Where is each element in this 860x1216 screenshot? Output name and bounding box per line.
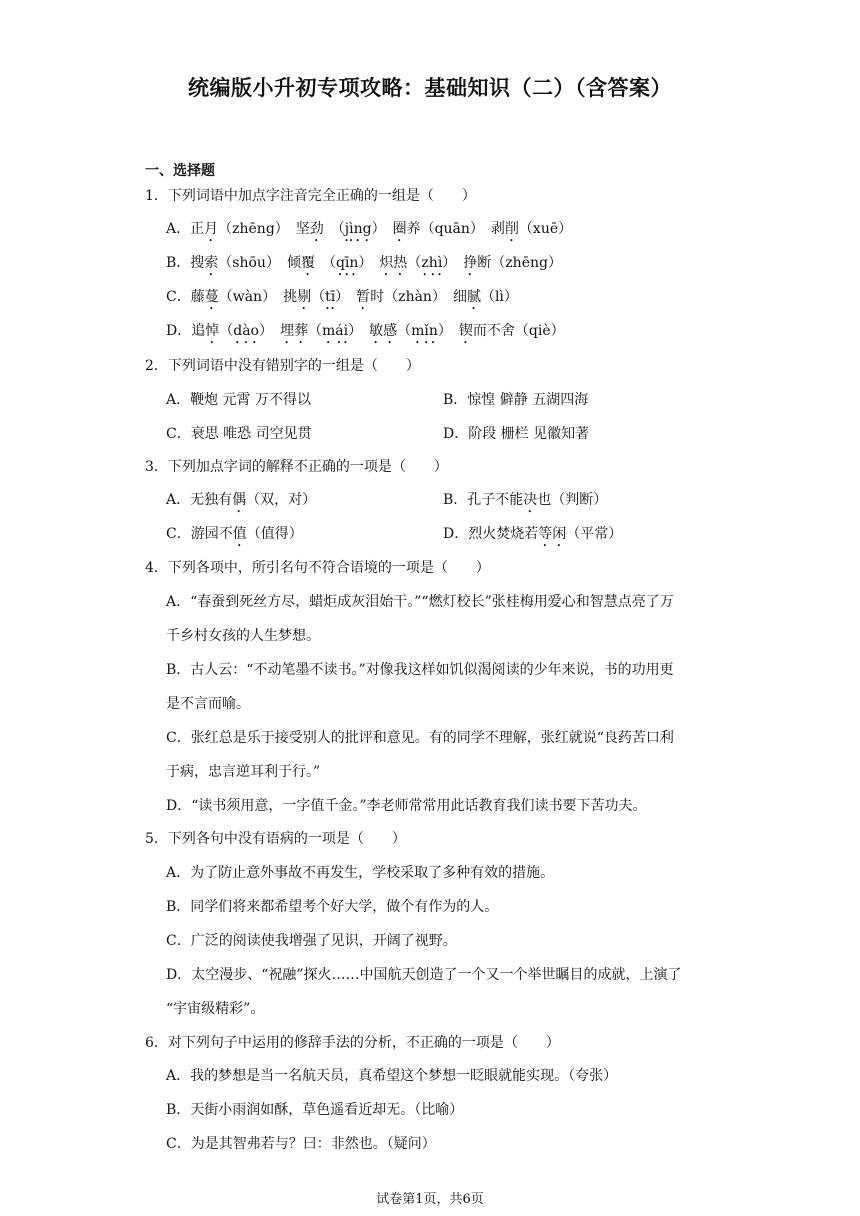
option-text: 而不舍（qiè） bbox=[472, 323, 565, 339]
question-2-option-a: A．鞭炮 元霄 万不得以 bbox=[166, 392, 312, 408]
option-text: 时（zhàn） 细 bbox=[370, 289, 467, 305]
option-text: （wàn） 挑 bbox=[218, 289, 298, 305]
section-heading: 一、选择题 bbox=[145, 163, 215, 179]
option-text: （值得） bbox=[246, 526, 303, 542]
option-text: 追 bbox=[191, 323, 206, 339]
dotted-character: 热（zhì） 挣 bbox=[393, 255, 478, 271]
question-3-option-d bbox=[443, 524, 622, 550]
question-2-option-c: C．衰思 唯恐 司空见贯 bbox=[166, 426, 312, 442]
dotted-character: 剔 bbox=[297, 289, 312, 305]
dotted-character: 葬（mái） 敏 bbox=[293, 323, 384, 339]
option-text: （shōu） 倾 bbox=[218, 255, 301, 271]
question-6-line: B．天街小雨润如酥，草色遥看近却无。（比喻） bbox=[166, 1102, 464, 1118]
option-text: 养（quān） 剥 bbox=[406, 221, 505, 237]
option-text: 游园不 bbox=[190, 526, 233, 542]
dotted-character: 劲 bbox=[309, 221, 324, 237]
dotted-character: 覆 bbox=[300, 255, 315, 271]
document-title: 统编版小升初专项攻略：基础知识（二）（含答案） bbox=[188, 75, 672, 100]
question-3-option-a bbox=[166, 490, 316, 516]
option-letter: A． bbox=[166, 221, 191, 237]
question-6-line: A．我的梦想是当一名航天员，真希望这个梦想一眨眼就能实现。（夸张） bbox=[166, 1068, 618, 1084]
question-1-stem: 1．下列词语中加点字注音完全正确的一组是（ ） bbox=[145, 188, 476, 204]
option-text: （平常） bbox=[566, 526, 623, 542]
question-1-option-b bbox=[166, 253, 562, 279]
page-footer: 试卷第1页，共6页 bbox=[376, 1192, 484, 1207]
question-1-option-d bbox=[166, 321, 565, 347]
dotted-character: 悼 bbox=[205, 323, 220, 339]
question-1-option-a bbox=[166, 219, 572, 245]
question-5-line: “宇宙级精彩”。 bbox=[166, 1001, 265, 1017]
question-3-option-c bbox=[166, 524, 303, 550]
option-text: 断（zhēng） bbox=[477, 255, 562, 271]
question-5-stem: 5．下列各句中没有语病的一项是（ ） bbox=[145, 831, 406, 847]
question-4-line: A．“春蚕到死丝方尽，蜡炬成灰泪始干。”“燃灯校长”张桂梅用爱心和智慧点亮了万 bbox=[166, 594, 674, 610]
option-text: 烈火焚烧若 bbox=[468, 526, 539, 542]
dotted-character: 削 bbox=[504, 221, 519, 237]
question-4-stem: 4．下列各项中，所引名句不符合语境的一项是（ ） bbox=[145, 560, 490, 576]
question-2-option-b: B．惊惶 僻静 五湖四海 bbox=[443, 392, 589, 408]
question-4-line: D．“读书须用意，一字值千金。”李老师常常用此话教育我们读书要下苦功夫。 bbox=[166, 798, 647, 814]
dotted-character: 偶 bbox=[232, 492, 247, 508]
option-letter: C． bbox=[166, 289, 191, 305]
option-text: （双，对） bbox=[246, 492, 317, 508]
option-text: 正 bbox=[190, 221, 205, 237]
question-4-line: B．古人云：“不动笔墨不读书。”对像我这样如饥似渴阅读的少年来说，书的功用更 bbox=[166, 662, 674, 678]
option-letter: D． bbox=[443, 526, 469, 542]
option-letter: C． bbox=[166, 526, 191, 542]
dotted-character: 腻 bbox=[466, 289, 481, 305]
question-5-line: A．为了防止意外事故不再发生，学校采取了多种有效的措施。 bbox=[166, 865, 555, 881]
dotted-character: （qīn） 炽 bbox=[314, 255, 394, 271]
question-3-option-b bbox=[443, 490, 607, 516]
dotted-character: （tī） 暂 bbox=[311, 289, 371, 305]
question-4-line: 千乡村女孩的人生梦想。 bbox=[166, 628, 320, 644]
question-6-stem: 6．对下列句子中运用的修辞手法的分析，不正确的一项是（ ） bbox=[145, 1035, 560, 1051]
question-2-stem: 2．下列词语中没有错别字的一组是（ ） bbox=[145, 358, 420, 374]
option-letter: D． bbox=[166, 323, 192, 339]
dotted-character: 值 bbox=[232, 526, 247, 542]
dotted-character: 等闲 bbox=[538, 526, 567, 542]
option-text: （lì） bbox=[480, 289, 518, 305]
dotted-character: （dào） 埋 bbox=[219, 323, 294, 339]
question-5-line: C．广泛的阅读使我增强了见识，开阔了视野。 bbox=[166, 933, 457, 949]
option-text: 搜 bbox=[190, 255, 205, 271]
question-6-line: C．为是其智弗若与？曰：非然也。（疑问） bbox=[166, 1136, 436, 1152]
dotted-character: 索 bbox=[204, 255, 219, 271]
question-4-line: 是不言而喻。 bbox=[166, 696, 250, 712]
dotted-character: （jìng） 圈 bbox=[323, 221, 407, 237]
dotted-character: 月 bbox=[204, 221, 219, 237]
option-letter: A． bbox=[166, 492, 191, 508]
dotted-character: 感（mǐn） 锲 bbox=[383, 323, 473, 339]
option-text: 藤 bbox=[190, 289, 205, 305]
dotted-character: 决 bbox=[523, 492, 538, 508]
option-text: 孔子不能 bbox=[467, 492, 524, 508]
option-text: 无独有 bbox=[190, 492, 233, 508]
question-5-line: D．太空漫步、“祝融”探火……中国航天创造了一个又一个举世瞩目的成就，上演了 bbox=[166, 967, 682, 983]
dotted-character: 蔓 bbox=[204, 289, 219, 305]
question-4-line: C．张红总是乐于接受别人的批评和意见。有的同学不理解，张红就说“良药苦口利 bbox=[166, 730, 674, 746]
question-5-line: B．同学们将来都希望考个好大学，做个有作为的人。 bbox=[166, 899, 499, 915]
option-text: 也（判断） bbox=[537, 492, 608, 508]
question-3-stem: 3．下列加点字词的解释不正确的一项是（ ） bbox=[145, 459, 448, 475]
option-letter: B． bbox=[443, 492, 468, 508]
option-text: （zhēng） 坚 bbox=[218, 221, 310, 237]
question-4-line: 于病，忠言逆耳利于行。” bbox=[166, 764, 321, 780]
question-1-option-c bbox=[166, 287, 518, 313]
option-text: （xuē） bbox=[518, 221, 573, 237]
question-2-option-d: D．阶段 栅栏 见徽知著 bbox=[443, 426, 590, 442]
option-letter: B． bbox=[166, 255, 191, 271]
